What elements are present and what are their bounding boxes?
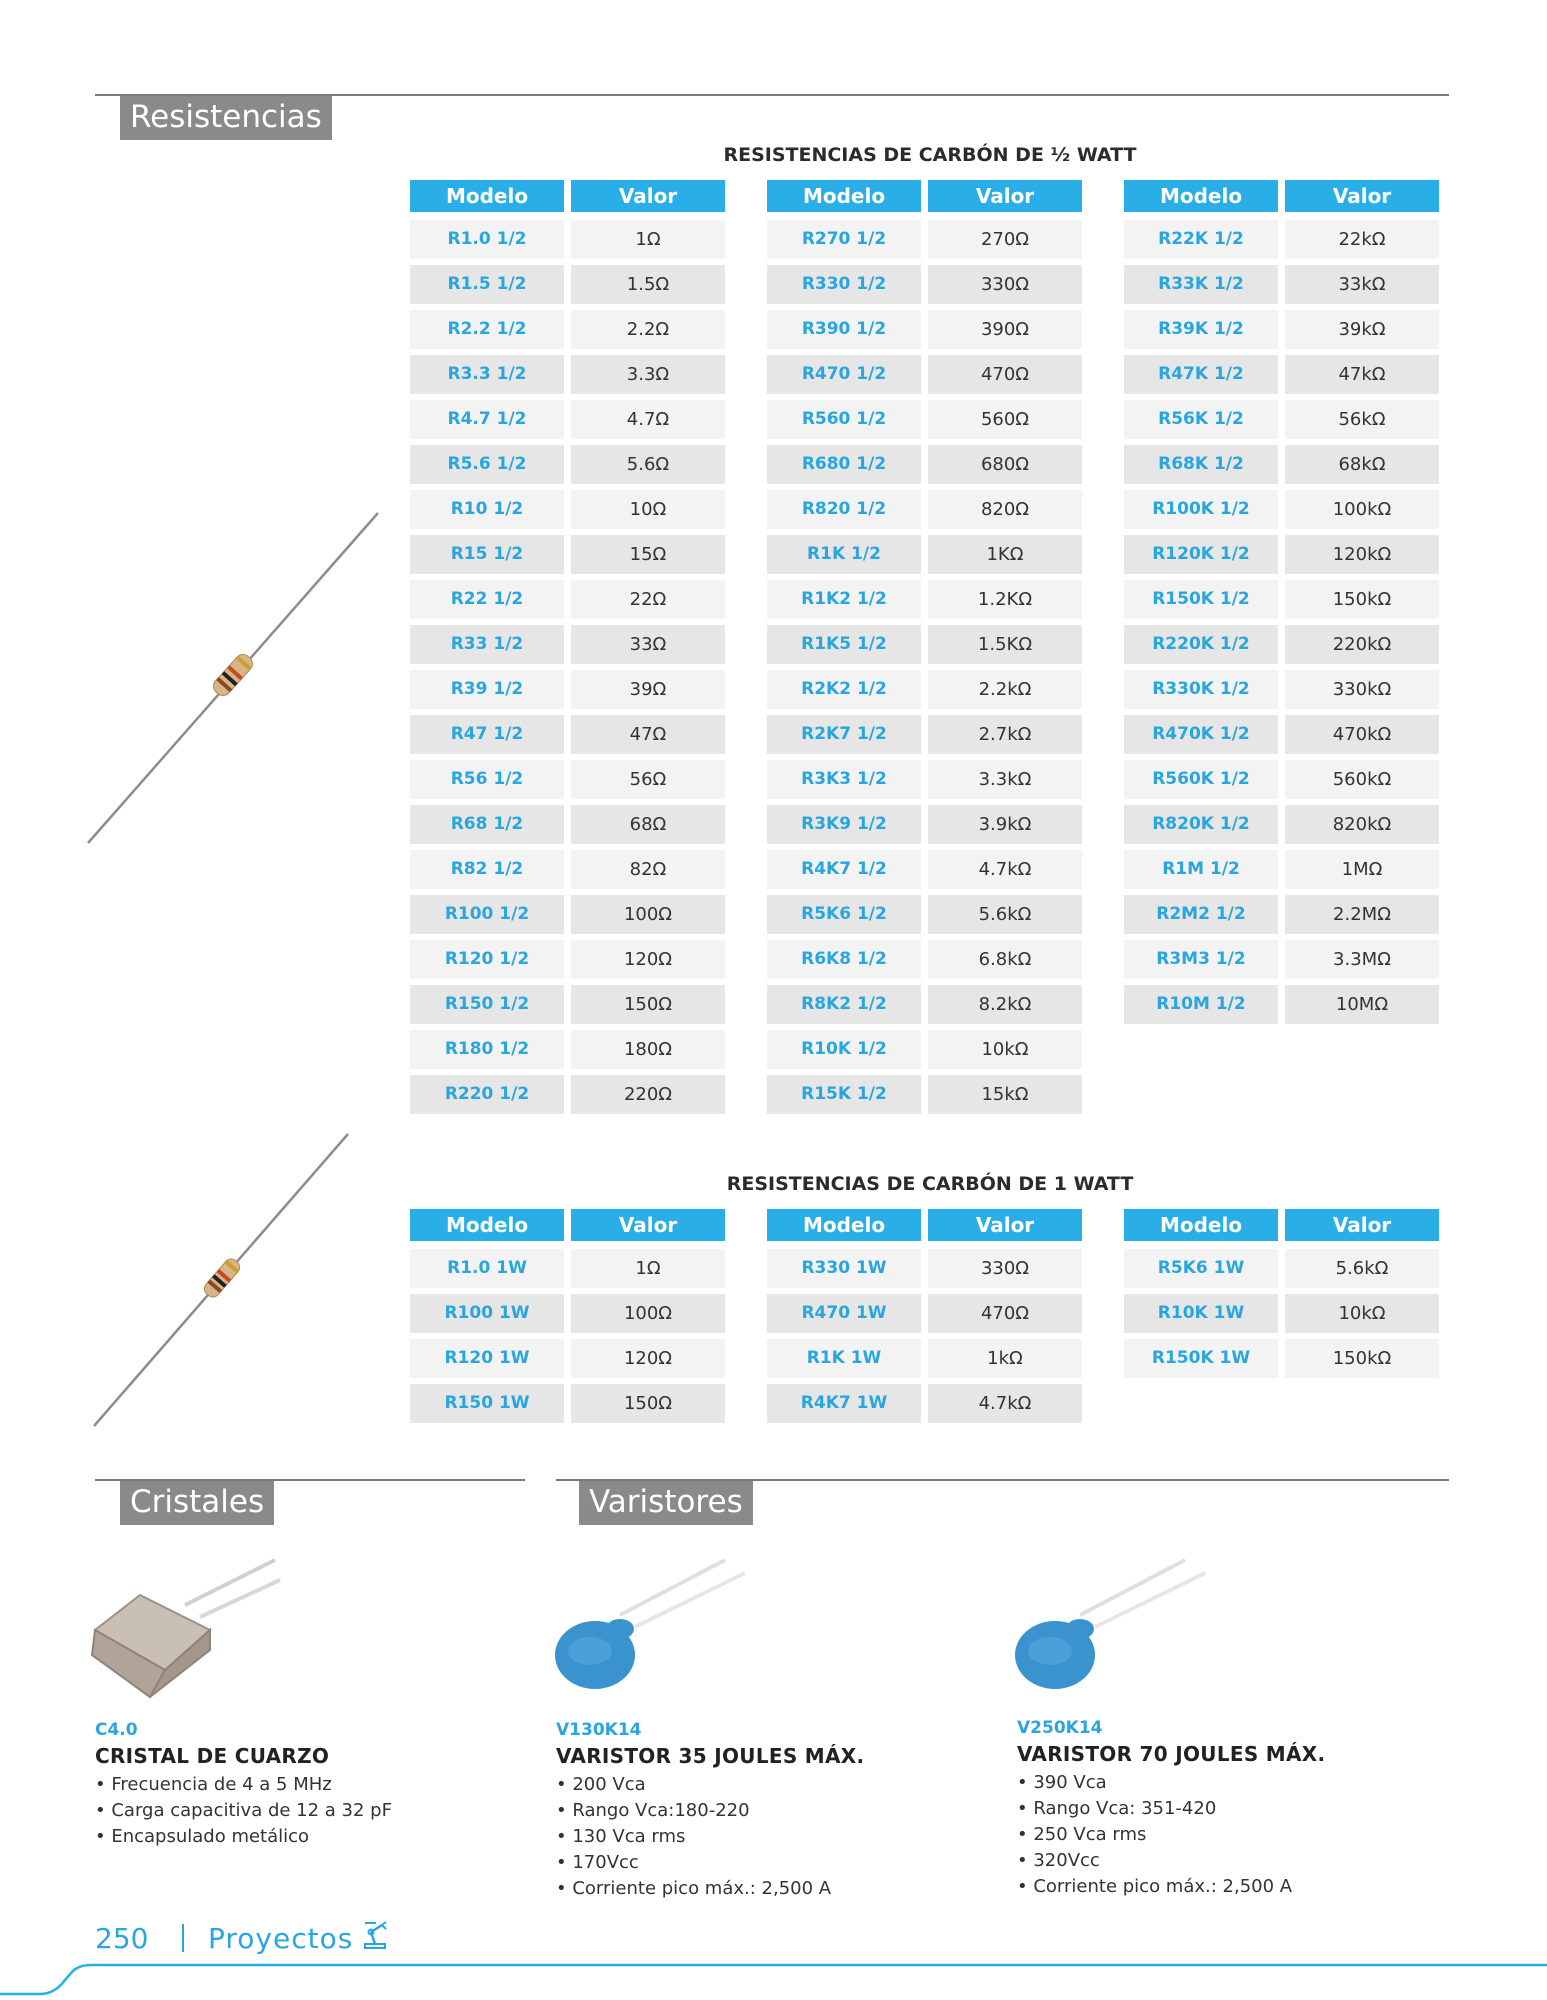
cell-valor: 220Ω xyxy=(571,1075,725,1114)
cell-modelo: R47 1/2 xyxy=(410,715,564,754)
header-modelo: Modelo xyxy=(1124,180,1278,212)
table-row xyxy=(410,850,725,889)
section-tab-varistores: Varistores xyxy=(579,1481,753,1525)
cell-modelo: R5K6 1W xyxy=(1124,1249,1278,1288)
footer-separator xyxy=(182,1924,184,1952)
table-row xyxy=(1124,715,1439,754)
cell-valor: 2.2MΩ xyxy=(1285,895,1439,934)
cell-valor: 3.9kΩ xyxy=(928,805,1082,844)
table-row xyxy=(1124,220,1439,259)
table-row xyxy=(410,985,725,1024)
cell-valor: 47Ω xyxy=(571,715,725,754)
product-code: V250K14 xyxy=(1017,1718,1103,1738)
cell-valor: 1Ω xyxy=(571,220,725,259)
cell-modelo: R270 1/2 xyxy=(767,220,921,259)
table-row xyxy=(1124,400,1439,439)
header-modelo: Modelo xyxy=(767,180,921,212)
cell-valor: 56kΩ xyxy=(1285,400,1439,439)
cell-valor: 10kΩ xyxy=(1285,1294,1439,1333)
table-row xyxy=(410,940,725,979)
cell-valor: 33kΩ xyxy=(1285,265,1439,304)
cell-modelo: R100 1W xyxy=(410,1294,564,1333)
cell-modelo: R68K 1/2 xyxy=(1124,445,1278,484)
cell-modelo: R100K 1/2 xyxy=(1124,490,1278,529)
cell-modelo: R8K2 1/2 xyxy=(767,985,921,1024)
cell-valor: 39Ω xyxy=(571,670,725,709)
cell-modelo: R6K8 1/2 xyxy=(767,940,921,979)
table-row xyxy=(1124,445,1439,484)
table-row xyxy=(767,1339,1082,1378)
cell-valor: 150kΩ xyxy=(1285,580,1439,619)
cell-valor: 82Ω xyxy=(571,850,725,889)
cell-valor: 120kΩ xyxy=(1285,535,1439,574)
cell-valor: 8.2kΩ xyxy=(928,985,1082,1024)
cell-modelo: R1M 1/2 xyxy=(1124,850,1278,889)
table-row xyxy=(1124,1339,1439,1378)
varistor-130-image xyxy=(550,1555,750,1705)
table-title-one-watt: RESISTENCIAS DE CARBÓN DE 1 WATT xyxy=(726,1173,1134,1195)
cell-modelo: R3K9 1/2 xyxy=(767,805,921,844)
cell-valor: 1KΩ xyxy=(928,535,1082,574)
table-row xyxy=(410,490,725,529)
cell-modelo: R560K 1/2 xyxy=(1124,760,1278,799)
table-row xyxy=(767,850,1082,889)
cell-modelo: R10K 1W xyxy=(1124,1294,1278,1333)
table-row xyxy=(1124,985,1439,1024)
cell-valor: 33Ω xyxy=(571,625,725,664)
cell-modelo: R3M3 1/2 xyxy=(1124,940,1278,979)
table-row xyxy=(410,355,725,394)
cell-modelo: R22K 1/2 xyxy=(1124,220,1278,259)
table-row xyxy=(1124,850,1439,889)
table-row xyxy=(767,940,1082,979)
cell-modelo: R390 1/2 xyxy=(767,310,921,349)
table-header xyxy=(410,1209,725,1241)
varistor-250-image xyxy=(1010,1555,1210,1705)
cell-modelo: R470 1W xyxy=(767,1294,921,1333)
table-row xyxy=(767,1294,1082,1333)
cell-modelo: R1K2 1/2 xyxy=(767,580,921,619)
cell-valor: 4.7kΩ xyxy=(928,1384,1082,1423)
cell-modelo: R15K 1/2 xyxy=(767,1075,921,1114)
cell-valor: 270Ω xyxy=(928,220,1082,259)
cell-modelo: R330 1W xyxy=(767,1249,921,1288)
cell-modelo: R150 1W xyxy=(410,1384,564,1423)
table-row xyxy=(1124,1294,1439,1333)
product-spec: • Corriente pico máx.: 2,500 A xyxy=(556,1878,832,1899)
header-valor: Valor xyxy=(928,180,1082,212)
product-code: C4.0 xyxy=(95,1720,138,1740)
product-spec: • 250 Vca rms xyxy=(1017,1824,1147,1845)
cell-valor: 560kΩ xyxy=(1285,760,1439,799)
cell-modelo: R150 1/2 xyxy=(410,985,564,1024)
cell-valor: 150kΩ xyxy=(1285,1339,1439,1378)
cell-valor: 120Ω xyxy=(571,940,725,979)
product-name: VARISTOR 35 JOULES MÁX. xyxy=(556,1744,865,1768)
cell-modelo: R1.5 1/2 xyxy=(410,265,564,304)
cell-modelo: R56 1/2 xyxy=(410,760,564,799)
cell-modelo: R100 1/2 xyxy=(410,895,564,934)
page-number: 250 xyxy=(95,1922,149,1955)
table-row xyxy=(410,760,725,799)
cell-valor: 1.5KΩ xyxy=(928,625,1082,664)
cell-valor: 39kΩ xyxy=(1285,310,1439,349)
cell-modelo: R47K 1/2 xyxy=(1124,355,1278,394)
header-valor: Valor xyxy=(1285,180,1439,212)
cell-modelo: R120 1W xyxy=(410,1339,564,1378)
cell-modelo: R470 1/2 xyxy=(767,355,921,394)
product-name: CRISTAL DE CUARZO xyxy=(95,1744,330,1768)
table-row xyxy=(1124,940,1439,979)
table-row xyxy=(767,805,1082,844)
cell-valor: 1Ω xyxy=(571,1249,725,1288)
table-row xyxy=(410,1339,725,1378)
table-row xyxy=(1124,670,1439,709)
product-spec: • Carga capacitiva de 12 a 32 pF xyxy=(95,1800,392,1821)
cell-modelo: R2M2 1/2 xyxy=(1124,895,1278,934)
robot-arm-icon xyxy=(362,1920,388,1950)
table-row xyxy=(767,1075,1082,1114)
table-row xyxy=(410,1384,725,1423)
cell-valor: 1kΩ xyxy=(928,1339,1082,1378)
cell-modelo: R4.7 1/2 xyxy=(410,400,564,439)
table-row xyxy=(410,265,725,304)
footer-section-label: Proyectos xyxy=(208,1922,354,1955)
cell-valor: 820kΩ xyxy=(1285,805,1439,844)
table-row xyxy=(410,220,725,259)
cell-modelo: R470K 1/2 xyxy=(1124,715,1278,754)
cell-valor: 56Ω xyxy=(571,760,725,799)
table-row xyxy=(767,580,1082,619)
cell-modelo: R10 1/2 xyxy=(410,490,564,529)
cell-modelo: R820K 1/2 xyxy=(1124,805,1278,844)
table-title-half-watt: RESISTENCIAS DE CARBÓN DE ½ WATT xyxy=(723,144,1137,166)
cell-valor: 47kΩ xyxy=(1285,355,1439,394)
product-spec: • Corriente pico máx.: 2,500 A xyxy=(1017,1876,1293,1897)
cell-valor: 10MΩ xyxy=(1285,985,1439,1024)
cell-valor: 150Ω xyxy=(571,1384,725,1423)
resistor-table-one-watt-col-1 xyxy=(410,1209,725,1429)
cell-valor: 470Ω xyxy=(928,1294,1082,1333)
cell-valor: 68Ω xyxy=(571,805,725,844)
product-spec: • 200 Vca xyxy=(556,1774,646,1795)
footer-line xyxy=(0,1950,1547,2000)
cell-valor: 5.6Ω xyxy=(571,445,725,484)
section-tab-resistencias: Resistencias xyxy=(120,96,332,140)
table-row xyxy=(1124,535,1439,574)
cell-modelo: R39 1/2 xyxy=(410,670,564,709)
cell-modelo: R150K 1/2 xyxy=(1124,580,1278,619)
table-row xyxy=(767,220,1082,259)
table-row xyxy=(1124,760,1439,799)
cell-modelo: R2.2 1/2 xyxy=(410,310,564,349)
cell-valor: 330kΩ xyxy=(1285,670,1439,709)
cell-modelo: R120K 1/2 xyxy=(1124,535,1278,574)
cell-valor: 100kΩ xyxy=(1285,490,1439,529)
table-row xyxy=(410,1249,725,1288)
product-spec: • 320Vcc xyxy=(1017,1850,1100,1871)
table-row xyxy=(1124,1249,1439,1288)
cell-modelo: R220 1/2 xyxy=(410,1075,564,1114)
cell-valor: 3.3kΩ xyxy=(928,760,1082,799)
cell-valor: 3.3Ω xyxy=(571,355,725,394)
cell-modelo: R4K7 1/2 xyxy=(767,850,921,889)
header-modelo: Modelo xyxy=(410,1209,564,1241)
product-spec: • 130 Vca rms xyxy=(556,1826,686,1847)
table-row xyxy=(410,1294,725,1333)
table-row xyxy=(1124,895,1439,934)
header-modelo: Modelo xyxy=(767,1209,921,1241)
cell-valor: 1.2KΩ xyxy=(928,580,1082,619)
resistor-one-watt-image xyxy=(88,1128,358,1433)
cell-modelo: R39K 1/2 xyxy=(1124,310,1278,349)
product-code: V130K14 xyxy=(556,1720,642,1740)
cell-valor: 6.8kΩ xyxy=(928,940,1082,979)
cell-modelo: R10M 1/2 xyxy=(1124,985,1278,1024)
product-spec: • Rango Vca: 351-420 xyxy=(1017,1798,1217,1819)
cell-modelo: R3K3 1/2 xyxy=(767,760,921,799)
header-modelo: Modelo xyxy=(410,180,564,212)
cell-valor: 220kΩ xyxy=(1285,625,1439,664)
header-valor: Valor xyxy=(571,1209,725,1241)
resistor-table-one-watt-col-3 xyxy=(1124,1209,1439,1384)
table-row xyxy=(410,625,725,664)
table-row xyxy=(1124,490,1439,529)
cell-modelo: R82 1/2 xyxy=(410,850,564,889)
table-row xyxy=(410,310,725,349)
table-row xyxy=(1124,265,1439,304)
cell-valor: 100Ω xyxy=(571,895,725,934)
cell-valor: 2.7kΩ xyxy=(928,715,1082,754)
cell-valor: 22Ω xyxy=(571,580,725,619)
cell-valor: 820Ω xyxy=(928,490,1082,529)
section-tab-cristales: Cristales xyxy=(120,1481,274,1525)
cell-valor: 1MΩ xyxy=(1285,850,1439,889)
table-row xyxy=(410,535,725,574)
table-row xyxy=(410,895,725,934)
resistor-table-half-watt-col-2 xyxy=(767,180,1082,1120)
table-row xyxy=(410,445,725,484)
cell-modelo: R820 1/2 xyxy=(767,490,921,529)
resistor-half-watt-image xyxy=(80,505,390,850)
table-row xyxy=(1124,625,1439,664)
table-row xyxy=(767,490,1082,529)
cell-modelo: R560 1/2 xyxy=(767,400,921,439)
product-varistor-250 xyxy=(1017,1718,1325,1900)
cell-valor: 4.7kΩ xyxy=(928,850,1082,889)
cell-modelo: R5.6 1/2 xyxy=(410,445,564,484)
cell-modelo: R1K5 1/2 xyxy=(767,625,921,664)
cell-modelo: R4K7 1W xyxy=(767,1384,921,1423)
cell-modelo: R3.3 1/2 xyxy=(410,355,564,394)
product-varistor-130 xyxy=(556,1720,864,1902)
cell-modelo: R1.0 1W xyxy=(410,1249,564,1288)
table-row xyxy=(410,1075,725,1114)
resistor-table-half-watt-col-1 xyxy=(410,180,725,1120)
table-row xyxy=(767,310,1082,349)
cell-valor: 10kΩ xyxy=(928,1030,1082,1069)
cell-modelo: R56K 1/2 xyxy=(1124,400,1278,439)
cell-valor: 330Ω xyxy=(928,265,1082,304)
cell-valor: 4.7Ω xyxy=(571,400,725,439)
product-name: VARISTOR 70 JOULES MÁX. xyxy=(1017,1742,1326,1766)
cell-valor: 15Ω xyxy=(571,535,725,574)
table-row xyxy=(767,265,1082,304)
table-header xyxy=(1124,1209,1439,1241)
cell-modelo: R1K 1/2 xyxy=(767,535,921,574)
header-valor: Valor xyxy=(928,1209,1082,1241)
table-row xyxy=(767,1249,1082,1288)
cell-modelo: R33K 1/2 xyxy=(1124,265,1278,304)
table-row xyxy=(410,670,725,709)
cell-modelo: R120 1/2 xyxy=(410,940,564,979)
resistor-table-half-watt-col-3 xyxy=(1124,180,1439,1030)
product-spec: • 170Vcc xyxy=(556,1852,639,1873)
cell-valor: 2.2kΩ xyxy=(928,670,1082,709)
cell-modelo: R68 1/2 xyxy=(410,805,564,844)
cell-modelo: R220K 1/2 xyxy=(1124,625,1278,664)
table-row xyxy=(410,400,725,439)
table-row xyxy=(410,715,725,754)
table-row xyxy=(410,580,725,619)
cell-valor: 150Ω xyxy=(571,985,725,1024)
header-valor: Valor xyxy=(571,180,725,212)
product-spec: • Rango Vca:180-220 xyxy=(556,1800,750,1821)
cell-valor: 180Ω xyxy=(571,1030,725,1069)
cell-modelo: R2K2 1/2 xyxy=(767,670,921,709)
cell-valor: 5.6kΩ xyxy=(1285,1249,1439,1288)
cell-valor: 1.5Ω xyxy=(571,265,725,304)
cell-modelo: R10K 1/2 xyxy=(767,1030,921,1069)
product-crystal xyxy=(95,1720,392,1850)
table-row xyxy=(1124,355,1439,394)
table-row xyxy=(767,1384,1082,1423)
table-row xyxy=(767,715,1082,754)
product-spec: • Frecuencia de 4 a 5 MHz xyxy=(95,1774,332,1795)
product-spec: • Encapsulado metálico xyxy=(95,1826,310,1847)
cell-modelo: R680 1/2 xyxy=(767,445,921,484)
cell-valor: 470Ω xyxy=(928,355,1082,394)
table-row xyxy=(1124,580,1439,619)
table-row xyxy=(767,1030,1082,1069)
table-row xyxy=(1124,310,1439,349)
table-row xyxy=(767,760,1082,799)
header-valor: Valor xyxy=(1285,1209,1439,1241)
table-row xyxy=(410,1030,725,1069)
table-row xyxy=(767,895,1082,934)
product-spec: • 390 Vca xyxy=(1017,1772,1107,1793)
cell-valor: 68kΩ xyxy=(1285,445,1439,484)
cell-valor: 390Ω xyxy=(928,310,1082,349)
cell-valor: 470kΩ xyxy=(1285,715,1439,754)
cell-modelo: R1.0 1/2 xyxy=(410,220,564,259)
table-header xyxy=(410,180,725,212)
crystal-image xyxy=(90,1555,290,1705)
table-row xyxy=(767,355,1082,394)
table-row xyxy=(767,445,1082,484)
cell-valor: 22kΩ xyxy=(1285,220,1439,259)
cell-valor: 680Ω xyxy=(928,445,1082,484)
cell-valor: 5.6kΩ xyxy=(928,895,1082,934)
cell-valor: 120Ω xyxy=(571,1339,725,1378)
table-row xyxy=(767,985,1082,1024)
table-row xyxy=(767,670,1082,709)
cell-valor: 3.3MΩ xyxy=(1285,940,1439,979)
table-row xyxy=(410,805,725,844)
cell-valor: 560Ω xyxy=(928,400,1082,439)
cell-valor: 100Ω xyxy=(571,1294,725,1333)
cell-modelo: R150K 1W xyxy=(1124,1339,1278,1378)
table-row xyxy=(767,625,1082,664)
cell-modelo: R15 1/2 xyxy=(410,535,564,574)
cell-valor: 2.2Ω xyxy=(571,310,725,349)
table-row xyxy=(767,400,1082,439)
cell-modelo: R5K6 1/2 xyxy=(767,895,921,934)
cell-modelo: R330K 1/2 xyxy=(1124,670,1278,709)
table-header xyxy=(767,1209,1082,1241)
cell-modelo: R180 1/2 xyxy=(410,1030,564,1069)
cell-modelo: R1K 1W xyxy=(767,1339,921,1378)
cell-modelo: R22 1/2 xyxy=(410,580,564,619)
cell-modelo: R33 1/2 xyxy=(410,625,564,664)
cell-modelo: R2K7 1/2 xyxy=(767,715,921,754)
table-row xyxy=(767,535,1082,574)
resistor-table-one-watt-col-2 xyxy=(767,1209,1082,1429)
table-row xyxy=(1124,805,1439,844)
header-modelo: Modelo xyxy=(1124,1209,1278,1241)
cell-valor: 330Ω xyxy=(928,1249,1082,1288)
cell-modelo: R330 1/2 xyxy=(767,265,921,304)
cell-valor: 10Ω xyxy=(571,490,725,529)
table-header xyxy=(1124,180,1439,212)
cell-valor: 15kΩ xyxy=(928,1075,1082,1114)
table-header xyxy=(767,180,1082,212)
